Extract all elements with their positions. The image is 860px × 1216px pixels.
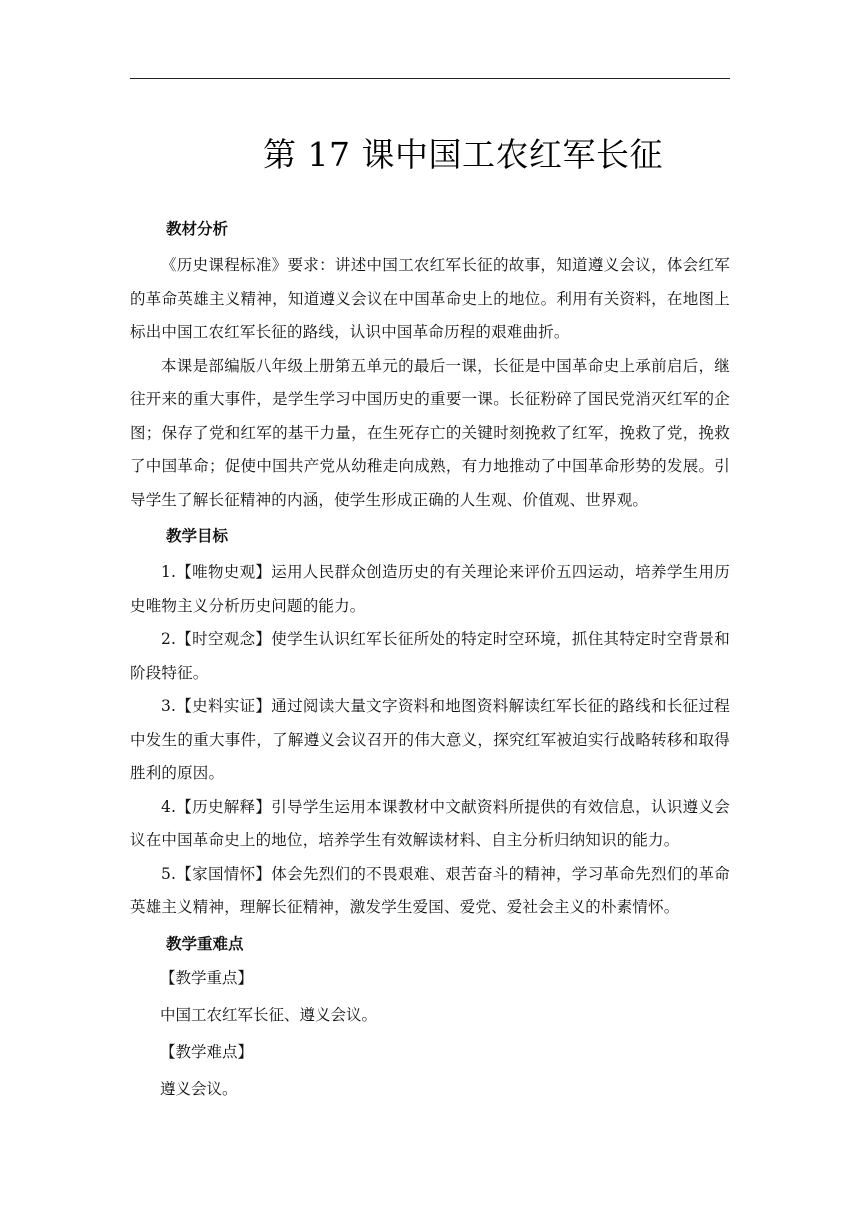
header-rule: [130, 78, 730, 79]
objective-item: 1.【唯物史观】运用人民群众创造历史的有关理论来评价五四运动，培养学生用历史唯物主义分析历史问题的能力。: [130, 563, 730, 615]
objective-item: 3.【史料实证】通过阅读大量文字资料和地图资料解读红军长征的路线和长征过程中发生的重大事件，了解遵义会议召开的伟大意义，探究红军被迫实行战略转移和取得胜利的原因。: [130, 697, 730, 782]
objective-item: 5.【家国情怀】体会先烈们的不畏艰难、艰苦奋斗的精神，学习革命先烈们的革命英雄主义精神，理解长征精神，激发学生爱国、爱党、爱社会主义的朴素情怀。: [130, 864, 730, 916]
difficulty-label: 【教学难点】: [160, 1042, 254, 1061]
focus-label: 【教学重点】: [160, 968, 254, 987]
focus-text: 中国工农红军长征、遵义会议。: [160, 1005, 378, 1024]
section-heading-analysis: 教材分析: [166, 220, 229, 238]
section-heading-objectives: 教学目标: [166, 527, 229, 545]
difficulty-text: 遵义会议。: [160, 1079, 238, 1098]
document-body: [130, 213, 730, 1108]
analysis-paragraph: 《历史课程标准》要求：讲述中国工农红军长征的故事，知道遵义会议，体会红军的革命英雄主义精神，知道遵义会议在中国革命史上的地位。利用有关资料，在地图上标出中国工农红军长征的路线，认识中国革命历程的艰难曲折。: [130, 256, 730, 341]
document-title: 第 17 课中国工农红军长征: [263, 135, 663, 174]
analysis-paragraph: 本课是部编版八年级上册第五单元的最后一课，长征是中国革命史上承前启后，继往开来的重大事件，是学生学习中国历史的重要一课。长征粉碎了国民党消灭红军的企图；保存了党和红军的基干力量，在生死存亡的关键时刻挽救了红军，挽救了党，挽救了中国革命；促使中国共产党从幼稚走向成熟，有力地推动了中国革命形势的发展。引导学生了解长征精神的内涵，使学生形成正确的人生观、价值观、世界观。: [130, 356, 730, 509]
section-heading-key-points: 教学重难点: [166, 934, 244, 953]
objective-item: 2.【时空观念】使学生认识红军长征所处的特定时空环境，抓住其特定时空背景和阶段特征。: [130, 630, 730, 682]
objective-item: 4.【历史解释】引导学生运用本课教材中文献资料所提供的有效信息，认识遵义会议在中国革命史上的地位，培养学生有效解读材料、自主分析归纳知识的能力。: [130, 797, 730, 849]
